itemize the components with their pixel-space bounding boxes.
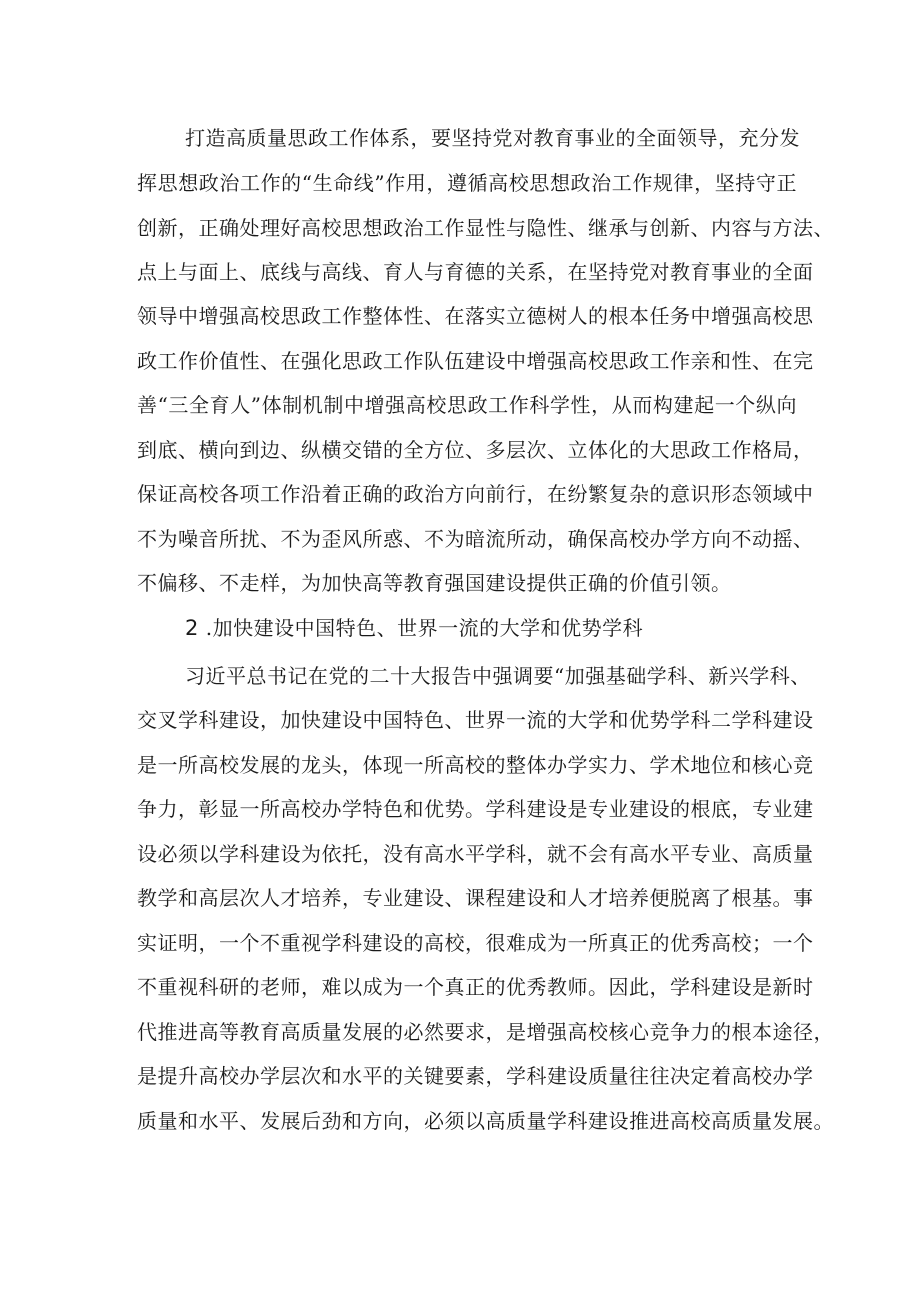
- paragraph-line: 不为噪音所扰、不为歪风所惑、不为暗流所动，确保高校办学方向不动摇、: [137, 527, 814, 551]
- section-title: .加快建设中国特色、世界一流的大学和优势学科: [205, 616, 644, 640]
- paragraph-line: 点上与面上、底线与高线、育人与育德的关系，在坚持党对教育事业的全面: [137, 260, 814, 284]
- paragraph-line: 到底、横向到边、纵横交错的全方位、多层次、立体化的大思政工作格局，: [137, 438, 814, 462]
- section-number: 2: [185, 616, 199, 640]
- paragraph-line: 政工作价值性、在强化思政工作队伍建设中增强高校思政工作亲和性、在完: [137, 349, 814, 373]
- paragraph-line: 是一所高校发展的龙头，体现一所高校的整体办学实力、学术地位和核心竞: [137, 753, 814, 777]
- section-heading: [185, 613, 685, 643]
- paragraph-line: 实证明，一个不重视学科建设的高校，很难成为一所真正的优秀高校；一个: [137, 931, 814, 955]
- paragraph-line: 是提升高校办学层次和水平的关键要素，学科建设质量往往决定着高校办学: [137, 1064, 814, 1088]
- paragraph-line: 质量和水平、发展后劲和方向，必须以高质量学科建设推进高校高质量发展。: [137, 1109, 834, 1133]
- paragraph-line: 设必须以学科建设为依托，没有高水平学科，就不会有高水平专业、高质量: [137, 842, 814, 866]
- paragraph-line: 习近平总书记在党的二十大报告中强调要“加强基础学科、新兴学科、: [185, 664, 811, 688]
- paragraph-line: 领导中增强高校思政工作整体性、在落实立德树人的根本任务中增强高校思: [137, 304, 814, 328]
- paragraph-line: 创新，正确处理好高校思想政治工作显性与隐性、继承与创新、内容与方法、: [137, 216, 834, 240]
- paragraph-line: 争力，彰显一所高校办学特色和优势。学科建设是专业建设的根底，专业建: [137, 797, 814, 821]
- paragraph-line: 善“三全育人”体制机制中增强高校思政工作科学性，从而构建起一个纵向: [137, 393, 797, 417]
- paragraph-line: 不偏移、不走样，为加快高等教育强国建设提供正确的价值引领。: [137, 571, 732, 595]
- paragraph-line: 挥思想政治工作的“生命线”作用，遵循高校思想政治工作规律，坚持守正: [137, 171, 797, 195]
- paragraph-line: 交叉学科建设，加快建设中国特色、世界一流的大学和优势学科二学科建设: [137, 708, 814, 732]
- paragraph-line: 打造高质量思政工作体系，要坚持党对教育事业的全面领导，充分发: [185, 126, 800, 150]
- paragraph-line: 保证高校各项工作沿着正确的政治方向前行，在纷繁复杂的意识形态领域中: [137, 482, 814, 506]
- paragraph-line: 不重视科研的老师，难以成为一个真正的优秀教师。因此，学科建设是新时: [137, 975, 814, 999]
- paragraph-line: 代推进高等教育高质量发展的必然要求，是增强高校核心竞争力的根本途径，: [137, 1020, 834, 1044]
- paragraph-line: 教学和高层次人才培养，专业建设、课程建设和人才培养便脱离了根基。事: [137, 886, 814, 910]
